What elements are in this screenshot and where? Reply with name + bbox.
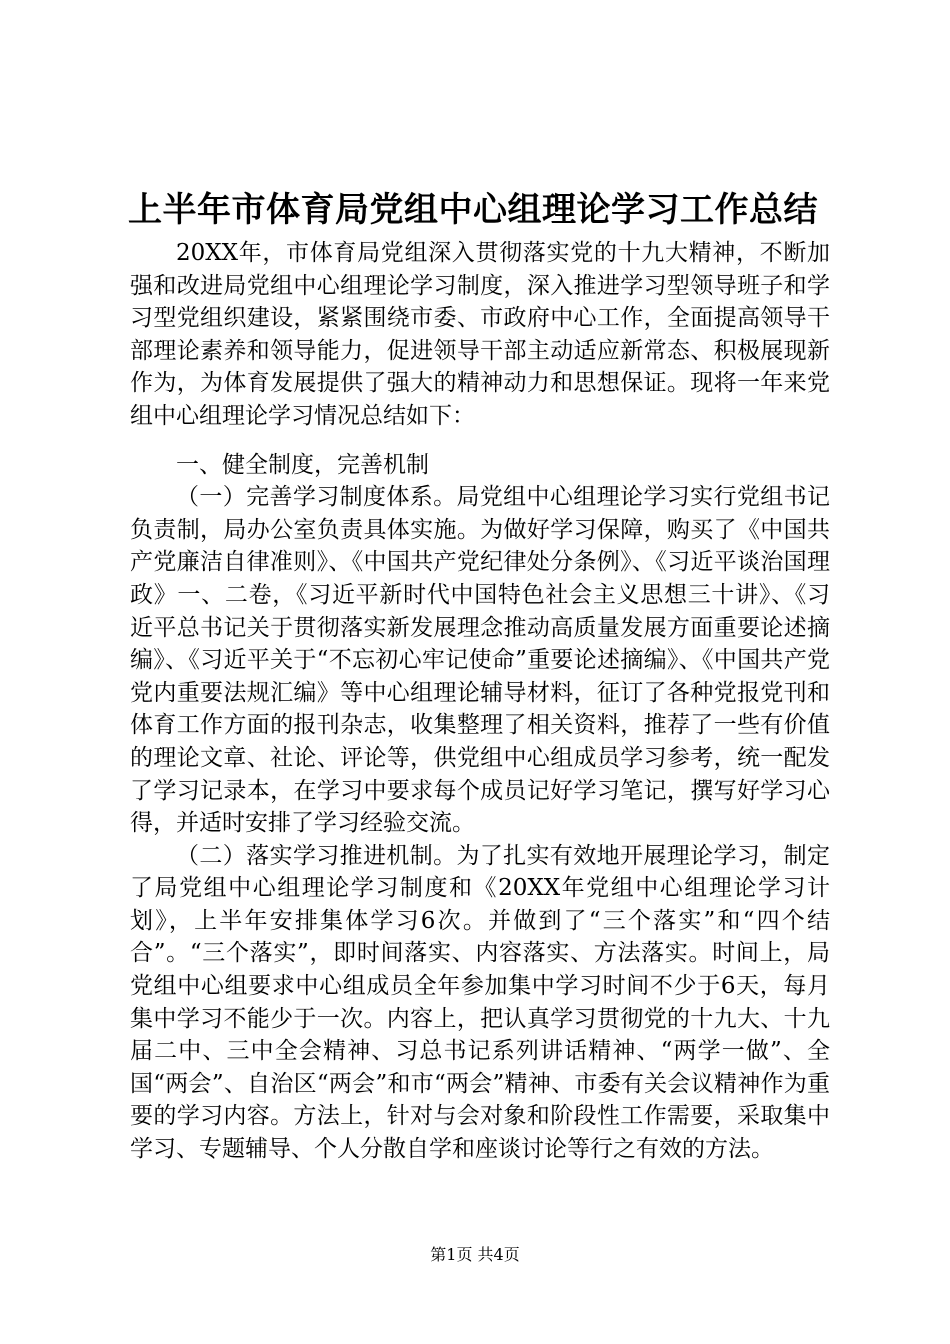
document-body [130,237,830,1166]
intro-paragraph: 20XX年，市体育局党组深入贯彻落实党的十九大精神，不断加强和改进局党组中心组理论学习制度，深入推进学习型领导班子和学习型党组织建设，紧紧围绕市委、市政府中心工作，全面提高领导干部理论素养和领导能力，促进领导干部主动适应新常态、积极展现新作为，为体育发展提供了强大的精神动力和思想保证。现将一年来党组中心组理论学习情况总结如下： [130,240,830,429]
page-number-footer: 第1页 共4页 [430,1245,520,1264]
section-paragraph-2: （二）落实学习推进机制。为了扎实有效地开展理论学习，制定了局党组中心组理论学习制度和《20XX年党组中心组理论学习计划》，上半年安排集体学习6次。并做到了“三个落实”和“四个结合”。“三个落实”，即时间落实、内容落实、方法落实。时间上，局党组中心组要求中心组成员全年参加集中学习时间不少于6天，每月集中学习不能少于一次。内容上，把认真学习贯彻党的十九大、十九届二中、三中全会精神、习总书记系列讲话精神、“两学一做”、全国“两会”、自治区“两会”和市“两会”精神、市委有关会议精神作为重要的学习内容。方法上，针对与会对象和阶段性工作需要，采取集中学习、专题辅导、个人分散自学和座谈讨论等行之有效的方法。 [130,842,830,1163]
section-paragraph-1: （一）完善学习制度体系。局党组中心组理论学习实行党组书记负责制，局办公室负责具体实施。为做好学习保障，购买了《中国共产党廉洁自律准则》、《中国共产党纪律处分条例》、《习近平谈治国理政》一、二卷，《习近平新时代中国特色社会主义思想三十讲》、《习近平总书记关于贯彻落实新发展理念推动高质量发展方面重要论述摘编》、《习近平关于“不忘初心牢记使命”重要论述摘编》、《中国共产党党内重要法规汇编》等中心组理论辅导材料，征订了各种党报党刊和体育工作方面的报刊杂志，收集整理了相关资料，推荐了一些有价值的理论文章、社论、评论等，供党组中心组成员学习参考，统一配发了学习记录本，在学习中要求每个成员记好学习笔记，撰写好学习心得，并适时安排了学习经验交流。 [130,484,830,837]
document-title: 上半年市体育局党组中心组理论学习工作总结 [128,190,818,230]
section-heading: 一、健全制度，完善机制 [176,451,429,478]
